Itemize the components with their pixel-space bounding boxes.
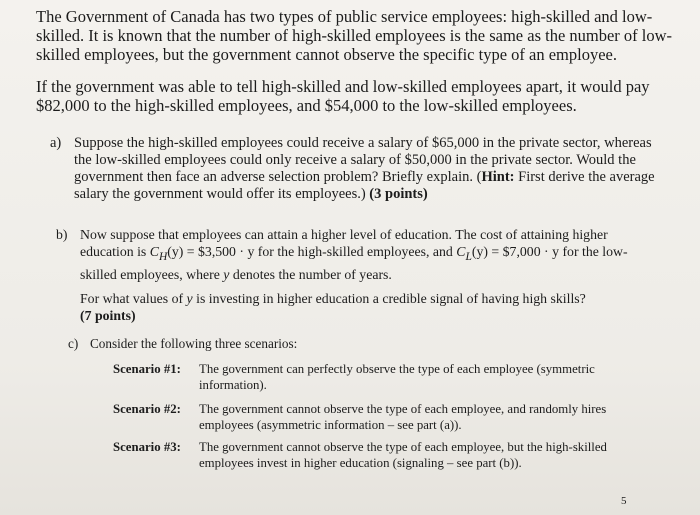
hint-label: Hint: bbox=[481, 169, 515, 185]
question-b-text-part2: for the high-skilled employees, and bbox=[254, 244, 457, 259]
question-a-text bbox=[74, 135, 660, 203]
scenario-2 bbox=[113, 402, 653, 433]
intro-paragraph-1: The Government of Canada has two types of public service employees: high-skilled and low-skilled. It is known that the number of high-skilled employees is the same as the number of low-skilled employees, but the government cannot observe the specific type of an employee. bbox=[36, 7, 673, 64]
question-c-label: c) bbox=[68, 336, 79, 351]
cost-low-subscript: L bbox=[465, 250, 472, 263]
intro-paragraph-2: If the government was able to tell high-skilled and low-skilled employees apart, it would pay $82,000 to the high-skilled employees, and $54,000 to the low-skilled employees. bbox=[36, 77, 650, 115]
page-number: 5 bbox=[621, 495, 627, 507]
followup-variable-y: y bbox=[186, 291, 193, 306]
question-a-points: (3 points) bbox=[369, 186, 428, 202]
cost-low-symbol: C bbox=[456, 244, 466, 259]
cost-high-formula: (y) = $3,500 · y bbox=[167, 244, 255, 259]
question-b-text-part1: Now suppose that employees can attain a higher level of education. The cost of attaining higher education is bbox=[80, 227, 608, 259]
hint-open-paren: ( bbox=[476, 169, 482, 185]
question-b-followup bbox=[80, 290, 660, 324]
variable-y: y bbox=[223, 266, 230, 282]
scenario-1-label: Scenario #1: bbox=[113, 362, 181, 376]
followup-part2: is investing in higher education a credible signal of having high skills? bbox=[192, 291, 586, 306]
question-b-label: b) bbox=[56, 227, 68, 242]
scenario-3-label: Scenario #3: bbox=[113, 440, 181, 454]
scenario-2-text: The government cannot observe the type of each employee, and randomly hires employees (asymmetric information – see part (a)). bbox=[199, 402, 607, 432]
question-b bbox=[56, 226, 656, 283]
scenario-1 bbox=[113, 362, 653, 393]
question-a bbox=[50, 135, 660, 203]
question-b-text-part4: denotes the number of years. bbox=[229, 266, 392, 282]
question-b-text-part3: for the low-skilled employees, where bbox=[80, 244, 628, 282]
question-c-text: Consider the following three scenarios: bbox=[90, 336, 298, 351]
hint-text: First derive the average salary the government would offer its employees.) bbox=[74, 169, 655, 202]
scenario-3 bbox=[113, 440, 653, 471]
scenario-2-label: Scenario #2: bbox=[113, 402, 181, 416]
question-b-points: (7 points) bbox=[80, 308, 136, 323]
question-c bbox=[68, 336, 628, 352]
question-b-text bbox=[80, 226, 656, 283]
scenario-1-text: The government can perfectly observe the type of each employee (symmetric information). bbox=[199, 362, 595, 392]
cost-high-symbol: C bbox=[149, 244, 159, 259]
cost-high-subscript: H bbox=[158, 250, 168, 263]
scenario-3-text: The government cannot observe the type of each employee, but the high-skilled employees invest in higher education (signaling – see part (b)). bbox=[199, 440, 607, 470]
followup-part1: For what values of bbox=[80, 291, 187, 306]
cost-low-formula: (y) = $7,000 · y bbox=[471, 244, 559, 259]
question-a-body: Suppose the high-skilled employees could receive a salary of $65,000 in the private sector, whereas the low-skilled employees could only receive a salary of $50,000 in the private sector. Would the government then face an adverse selection problem? Briefly explain. bbox=[74, 135, 652, 185]
question-a-label: a) bbox=[50, 135, 62, 151]
